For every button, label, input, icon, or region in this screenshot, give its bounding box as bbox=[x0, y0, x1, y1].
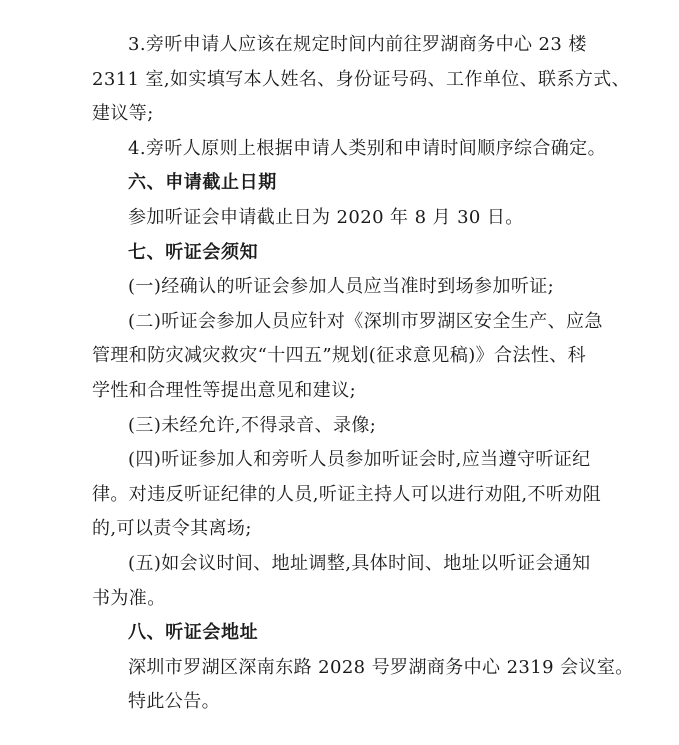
document-body bbox=[92, 28, 634, 720]
paragraph-line: 4.旁听人原则上根据申请人类别和申请时间顺序综合确定。 bbox=[128, 137, 606, 159]
paragraph-line: 3.旁听申请人应该在规定时间内前往罗湖商务中心 23 楼 bbox=[128, 34, 587, 55]
paragraph-line: (五)如会议时间、地址调整,具体时间、地址以听证会通知 bbox=[128, 552, 591, 574]
paragraph-line: (二)听证会参加人员应针对《深圳市罗湖区安全生产、应急 bbox=[128, 310, 603, 332]
section-heading: 八、听证会地址 bbox=[128, 622, 259, 644]
section-heading: 七、听证会须知 bbox=[128, 241, 259, 263]
paragraph-line: 管理和防灾减灾救灾“十四五”规划(征求意见稿)》合法性、科 bbox=[92, 345, 587, 367]
paragraph-line: 的,可以责令其离场; bbox=[92, 518, 252, 540]
paragraph-line: 深圳市罗湖区深南东路 2028 号罗湖商务中心 2319 会议室。 bbox=[128, 656, 634, 678]
paragraph-line: 学性和合理性等提出意见和建议; bbox=[92, 379, 357, 401]
section-heading: 六、申请截止日期 bbox=[128, 172, 277, 194]
paragraph-line: 参加听证会申请截止日为 2020 年 8 月 30 日。 bbox=[128, 206, 524, 228]
paragraph-line: 特此公告。 bbox=[128, 691, 220, 713]
paragraph-line: (三)未经允许,不得录音、录像; bbox=[128, 414, 377, 436]
paragraph-line: (一)经确认的听证会参加人员应当准时到场参加听证; bbox=[128, 276, 555, 298]
paragraph-line: 2311 室,如实填写本人姓名、身份证号码、工作单位、联系方式、 bbox=[92, 68, 631, 90]
paragraph-line: 建议等; bbox=[92, 103, 154, 125]
paragraph-line: (四)听证参加人和旁听人员参加听证会时,应当遵守听证纪 bbox=[128, 449, 591, 471]
paragraph-line: 律。对违反听证纪律的人员,听证主持人可以进行劝阻,不听劝阻 bbox=[92, 483, 602, 505]
paragraph-line: 书为准。 bbox=[92, 587, 166, 609]
